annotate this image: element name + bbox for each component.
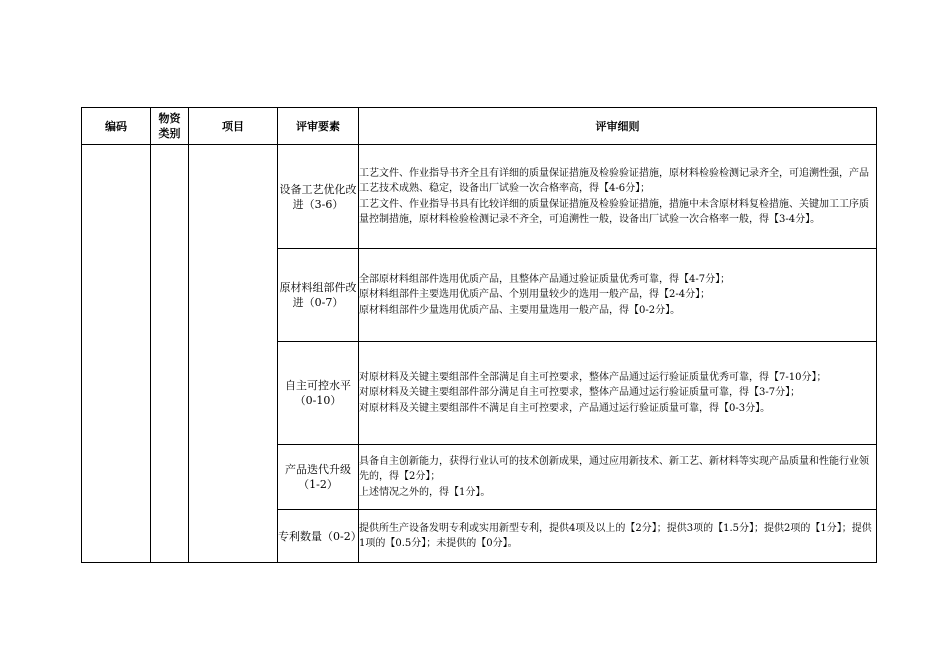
table-row [82,145,877,249]
detail-cell [359,249,877,342]
detail-line: 上述情况之外的，得【1分】。 [359,486,491,498]
element-cell: 原材料组部件改进（0-7） [278,249,359,342]
code-cell [82,145,151,563]
header-code: 编码 [82,108,151,145]
detail-line: 具备自主创新能力，获得行业认可的技术创新成果，通过应用新技术、新工艺、新材料等实现产品质量和性能行业领先的，得【2分】； [359,455,869,483]
detail-line: 全部原材料组部件选用优质产品，且整体产品通过验证质量优秀可靠，得【4-7分】； [359,273,731,285]
element-cell: 设备工艺优化改进（3-6） [278,145,359,249]
header-detail: 评审细则 [359,108,877,145]
element-cell: 专利数量（0-2） [278,510,359,563]
review-criteria-table [81,107,877,563]
element-cell: 自主可控水平（0-10） [278,342,359,445]
category-cell [151,145,189,563]
header-element: 评审要素 [278,108,359,145]
detail-cell [359,510,877,563]
element-cell: 产品迭代升级（1-2） [278,445,359,510]
header-category: 物资类别 [151,108,189,145]
detail-line: 原材料组部件主要选用优质产品、个别用量较少的选用一般产品，得【2-4分】； [359,289,711,301]
detail-line: 对原材料及关键主要组部件部分满足自主可控要求，整体产品通过运行验证质量可靠，得【3-7分】； [359,387,801,399]
header-item: 项目 [189,108,278,145]
item-cell [189,145,278,563]
detail-cell [359,145,877,249]
detail-line: 工艺文件、作业指导书齐全且有详细的质量保证措施及检验验证措施，原材料检验检测记录齐全，可追溯性强，产品工艺技术成熟、稳定，设备出厂试验一次合格率高，得【4-6分】； [359,167,869,194]
table-header-row [82,108,877,145]
detail-cell [359,445,877,510]
detail-cell [359,342,877,445]
detail-line: 提供所生产设备发明专利或实用新型专利，提供4项及以上的【2分】；提供3项的【1.5分】；提供2项的【1分】；提供1项的【0.5分】；未提供的【0分】。 [359,522,872,549]
detail-line: 工艺文件、作业指导书具有比较详细的质量保证措施及检验验证措施，措施中未含原材料复检措施、关键加工工序质量控制措施，原材料检验检测记录不齐全，可追溯性一般，设备出厂试验一次合格率一般，得【3-4分】。 [359,198,869,225]
detail-line: 对原材料及关键主要组部件不满足自主可控要求，产品通过运行验证质量可靠，得【0-3分】。 [359,402,771,414]
detail-line: 原材料组部件少量选用优质产品、主要用量选用一般产品，得【0-2分】。 [359,304,681,316]
detail-line: 对原材料及关键主要组部件全部满足自主可控要求，整体产品通过运行验证质量优秀可靠，得【7-10分】； [359,371,827,383]
